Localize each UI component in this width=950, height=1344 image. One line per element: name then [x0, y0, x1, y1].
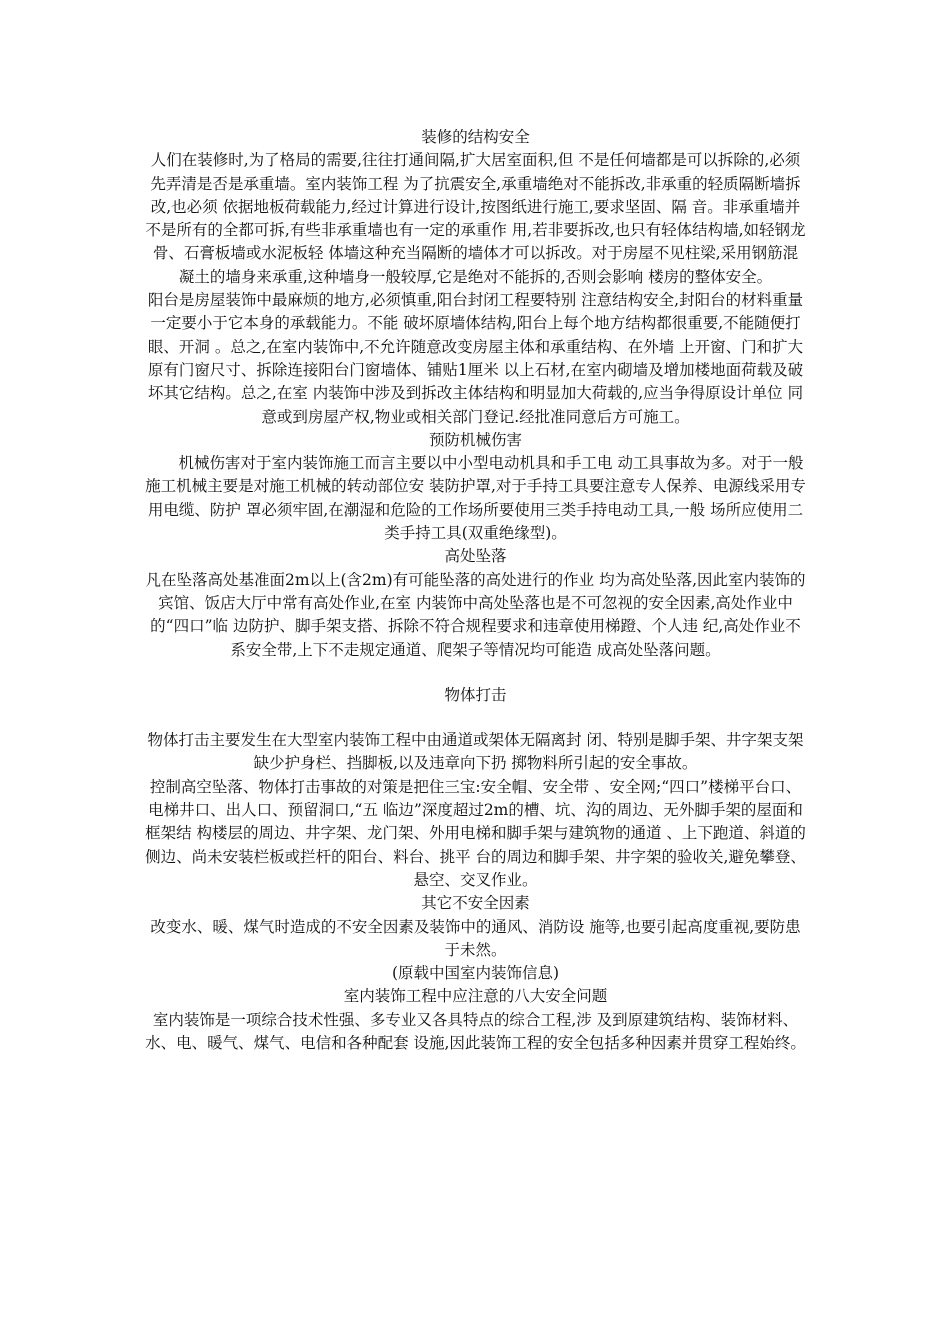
heading-falling-from-height: 高处坠落: [444, 547, 507, 566]
document-body: [143, 126, 808, 1055]
paragraph-load-bearing-walls: 人们在装修时,为了格局的需要,往往打通间隔,扩大居室面积,但 不是任何墙都是可以拆除的,必须先弄清是否是承重墙。室内装饰工程 为了抗震安全,承重墙绝对不能拆改,非承重的轻质隔断墙拆改,也必须 依据地板荷载能力,经过计算进行设计,按图纸进行施工,要求坚固、隔 音。非承重墙并不是所有的全都可拆,有些非承重墙也有一定的承重作 用,若非要拆改,也只有轻体结构墙,如轻钢龙骨、石膏板墙或水泥板轻 体墙这种充当隔断的墙体才可以拆改。对于房屋不见柱梁,采用钢筋混 凝土的墙身来承重,这种墙身一般较厚,它是绝对不能拆的,否则会影响 楼房的整体安全。: [145, 151, 806, 286]
paragraph-countermeasures: 控制高空坠落、物体打击事故的对策是把住三宝:安全帽、安全带 、安全网;“四口”楼梯平台口、电梯井口、出人口、预留洞口,“五 临边”深度超过2m的槽、坑、沟的周边、无外脚手架的屋面和框架结 构楼层的周边、井字架、龙门架、外用电梯和脚手架与建筑物的通道 、上下跑道、斜道的侧边、尚未安装栏板或拦杆的阳台、料台、挑平 台的周边和脚手架、井字架的验收关,避免攀登、悬空、交叉作业。: [145, 777, 806, 889]
paragraph-mechanical-injury: 机械伤害对于室内装饰施工而言主要以中小型电动机具和手工电 动工具事故为多。对于一般施工机械主要是对施工机械的转动部位安 装防护罩,对于手持工具要注意专人保养、电源线采用专用电缆、防护 罩必须牢固,在潮湿和危险的工作场所要使用三类手持电动工具,一般 场所应使用二类手持工具(双重绝缘型)。: [145, 454, 806, 543]
paragraph-falling-from-height: 凡在坠落高处基准面2m以上(含2m)有可能坠落的高处进行的作业 均为高处坠落,因此室内装饰的宾馆、饭店大厅中常有高处作业,在室 内装饰中高处坠落也是不可忽视的安全因素,高处作业中的“四口”临 边防护、脚手架支搭、拆除不符合规程要求和违章使用梯蹬、个人违 纪,高处作业不系安全带,上下不走规定通道、爬架子等情况均可能造 成高处坠落问题。: [145, 570, 806, 659]
heading-other-hazards: 其它不安全因素: [421, 894, 530, 913]
paragraph-object-strike: 物体打击主要发生在大型室内装饰工程中由通道或架体无隔离封 闭、特别是脚手架、井字架支架缺少护身栏、挡脚板,以及违章向下扔 掷物料所引起的安全事故。: [147, 731, 804, 773]
paragraph-eight-safety-issues: 室内装饰是一项综合技术性强、多专业又各具特点的综合工程,涉 及到原建筑结构、装饰材料、水、电、暖气、煤气、电信和各种配套 设施,因此装饰工程的安全包括多种因素并贯穿工程始终。: [145, 1010, 806, 1052]
heading-mechanical-injury: 预防机械伤害: [428, 430, 522, 449]
source-note: (原载中国室内装饰信息): [391, 964, 560, 983]
paragraph-other-hazards: 改变水、暖、煤气时造成的不安全因素及装饰中的通风、消防设 施等,也要引起高度重视,要防患于未然。: [150, 917, 801, 959]
heading-eight-safety-issues: 室内装饰工程中应注意的八大安全问题: [343, 987, 608, 1006]
heading-object-strike: 物体打击: [444, 685, 507, 704]
document-title: 装修的结构安全: [421, 128, 530, 146]
paragraph-balcony: 阳台是房屋装饰中最麻烦的地方,必须慎重,阳台封闭工程要特别 注意结构安全,封阳台的材料重量一定要小于它本身的承载能力。不能 破坏原墙体结构,阳台上每个地方结构都很重要,不能随便打眼、开洞 。总之,在室内装饰中,不允许随意改变房屋主体和承重结构、在外墙 上开窗、门和扩大原有门窗尺寸、拆除连接阳台门窗墙体、铺贴1厘米 以上石材,在室内砌墙及增加楼地面荷载及破坏其它结构。总之,在室 内装饰中涉及到拆改主体结构和明显加大荷载的,应当争得原设计单位 同意或到房屋产权,物业或相关部门登记.经批准同意后方可施工。: [147, 291, 804, 426]
